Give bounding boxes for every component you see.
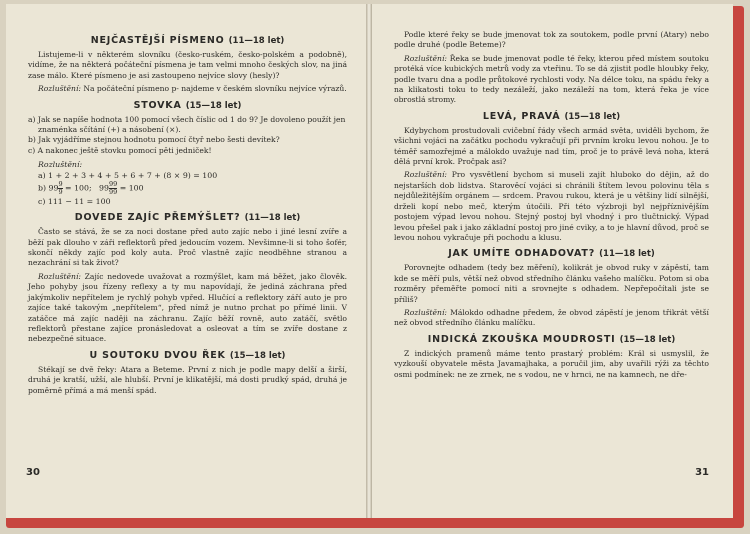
left-page [6,4,368,518]
left-page-content [28,30,347,399]
solution-text: Na počáteční písmeno p- najdeme v českém slovníku nejvíce výrazů. [80,84,347,94]
fraction-denominator: 9 [58,188,63,197]
paragraph: Podle které řeky se bude jmenovat tok za soutokem, podle první (Atary) nebo podle druhé (podle Beteme)? [394,30,709,50]
solution-paragraph [394,54,709,106]
age-range: (15—18 let) [229,350,286,361]
section-title-text: NEJČASTĚJŠÍ PÍSMENO [90,35,225,46]
solution-label: Rozluštění: [38,84,81,94]
solution-label: Rozluštění: [38,160,83,170]
paragraph: Listujeme-li v některém slovníku (česko-ruském, česko-polském a podobně), vidíme, že na některá počáteční písmena je tam velmi mnoho českých slov, na jiná zase málo. Které písmeno je asi zastoupeno nejvíce slovy (hesly)? [28,50,347,80]
task-list [28,115,347,157]
section-title-text: U SOUTOKU DVOU ŘEK [89,349,226,361]
paragraph: Kdybychom prostudovali cvičební řády všech armád světa, uviděli bychom, že všichni vojáci na začátku pochodu vykračují při prvním kroku levou nohou. Je to téměř samozřejmé a málokdo uvažuje nad tím, proč je to právě levá noha, která dělá první krok. Pročpak asi? [394,125,709,167]
solution-label: Rozluštění: [404,307,447,317]
solution-b-suffix: = 100 [117,183,144,193]
fraction-numerator: 99 [108,180,118,189]
task-item: a) Jak se napíše hodnota 100 pomocí všech číslic od 1 do 9? Je dovoleno použít jen znaménka sčítání (+) a násobení (×). [28,114,346,135]
section-title-text: INDICKÁ ZKOUŠKA MOUDROSTI [427,333,616,345]
age-range: (15—18 let) [185,100,242,111]
fraction-numerator: 9 [58,180,63,189]
section-title [394,111,709,122]
solution-b-prefix: b) 99 [38,183,59,193]
section-title [28,212,347,223]
solution-label: Rozluštění: [404,53,447,63]
paragraph: Často se stává, že se za noci dostane před auto zajíc nebo i jiné lesní zvíře a běží pak dlouho v záři reflektorů před jedoucím vozem. Nevšimne-li si toho šofér, skončí někdy zajíc pod koly auta. Proč vlastně zajíc neodběhne stranou a nezachrání si tak život? [28,227,347,268]
solution-c: c) 111 − 11 = 100 [38,197,111,207]
section-title [28,35,347,46]
task-item: c) A nakonec ještě stovku pomocí pěti jedniček! [28,145,212,155]
fraction [109,181,117,196]
task-item: b) Jak vyjádříme stejnou hodnotu pomocí čtyř nebo šesti devítek? [28,135,280,145]
paragraph: Z indických pramenů máme tento prastarý problém: Král si usmyslil, že vyzkouší obyvatele města Javamajhaka, a poručil jim, aby uvařili rýži za těchto osmi podmínek: ne ze zrnek, ne s vodou, ne v hrnci, ne na kamnech, ne dře- [394,348,709,379]
section-title-text: STOVKA [133,99,182,111]
solution-label: Rozluštění: [404,170,447,180]
math-solution [38,159,347,207]
solution-text: Málokdo odhadne předem, že obvod zápěstí je jenom třikrát větší než obvod středního článku malíčku. [394,307,709,328]
age-range: (11—18 let) [244,213,301,224]
solution-label: Rozluštění: [38,271,81,281]
section-title [28,350,347,361]
age-range: (15—18 let) [619,334,676,345]
section-title [28,100,347,111]
age-range: (11—18 let) [228,36,285,46]
solution-paragraph [28,84,347,94]
solution-text: Zajíc nedovede uvažovat a rozmýšlet, kam má běžet, jako člověk. Jeho pohyby jsou řízeny reflexy a ty mu napovídají, že jediná záchrana před jakýmkoliv nepřítelem je rychlý pohyb vpřed. Hlučící a reflektory září auto je pro zajíce také takovým „nepřítelem“, před nímž je nutno prchat po přímé linii. V zatáčce má zajíc naději na záchranu. Zajíc běží rovně, auto zatáčí, světlo reflektorů přestane zajíce pronásledovat a osleovat a tím se zvíře dostane z nebezpečné situace. [28,271,347,344]
page-number: 31 [695,467,709,478]
paragraph: Porovnejte odhadem (tedy bez měření), kolikrát je obvod ruky v zápěstí, tam kde se měří puls, větší než obvod středního článku vašeho malíčku. Potom si oba rozměry přeměřte pomocí niti a srovnejte s odhadem. Nepřepočítali jste se příliš? [394,263,709,304]
solution-text: Řeka se bude jmenovat podle té řeky, kterou před místem soutoku protéká více kubických metrů vody za vteřinu. To se dá zjistit podle hloubky řeky, podle tvaru dna a podle průtokové rychlosti vody. Na délce toku, na spádu řeky a na klikatosti toku to tedy nezáleží, jako nezáleží na tom, která řeka je více obrostlá stromy. [394,53,709,105]
right-page [371,4,733,518]
solution-a: a) 1 + 2 + 3 + 4 + 5 + 6 + 7 + (8 × 9) = 100 [38,171,218,181]
solution-text: Pro vysvětlení bychom si museli zajít hluboko do dějin, až do nejstarších dob lidstva. Starověcí vojáci si chránili štítem levou polovinu těla s nejdůležitějším orgánem — srdcem. Pravou rukou, která je u většiny lidí silnější, drželi kopí nebo meč, kterým útočili. Při této výzbroji byl nejpříznivějším postojem výpad levou nohou. Stejný postoj byl vhodný i pro tlučtnický. Výpad levou přešel pak i jako základní postoj pro jiné cviky, a to je hlavní důvod, proč se levou nohou vykračuje při pochodu a klusu. [394,170,709,242]
age-range: (15—18 let) [564,111,621,122]
section-title-text: LEVÁ, PRAVÁ [482,110,561,122]
solution-paragraph [28,272,347,345]
fraction-denominator: 99 [108,188,118,197]
solution-b-mid: = 100; 99 [62,183,109,193]
section-title [394,334,709,345]
right-page-content [394,30,709,383]
solution-paragraph [394,170,709,243]
page-number: 30 [26,467,40,478]
section-title [394,248,709,259]
paragraph: Stékají se dvě řeky: Atara a Beteme. První z nich je podle mapy delší a širší, druhá je kratší, užší, ale hlubší. První je klikatější, má dosti prudký spád, druhá je poměrně přímá a má menší spád. [28,364,347,395]
solution-b [38,181,347,196]
section-title-text: JAK UMÍTE ODHADOVAT? [448,248,596,260]
section-title-text: DOVEDE ZAJÍC PŘEMÝŠLET? [74,212,241,224]
solution-paragraph [394,308,709,329]
age-range: (11—18 let) [599,249,655,260]
